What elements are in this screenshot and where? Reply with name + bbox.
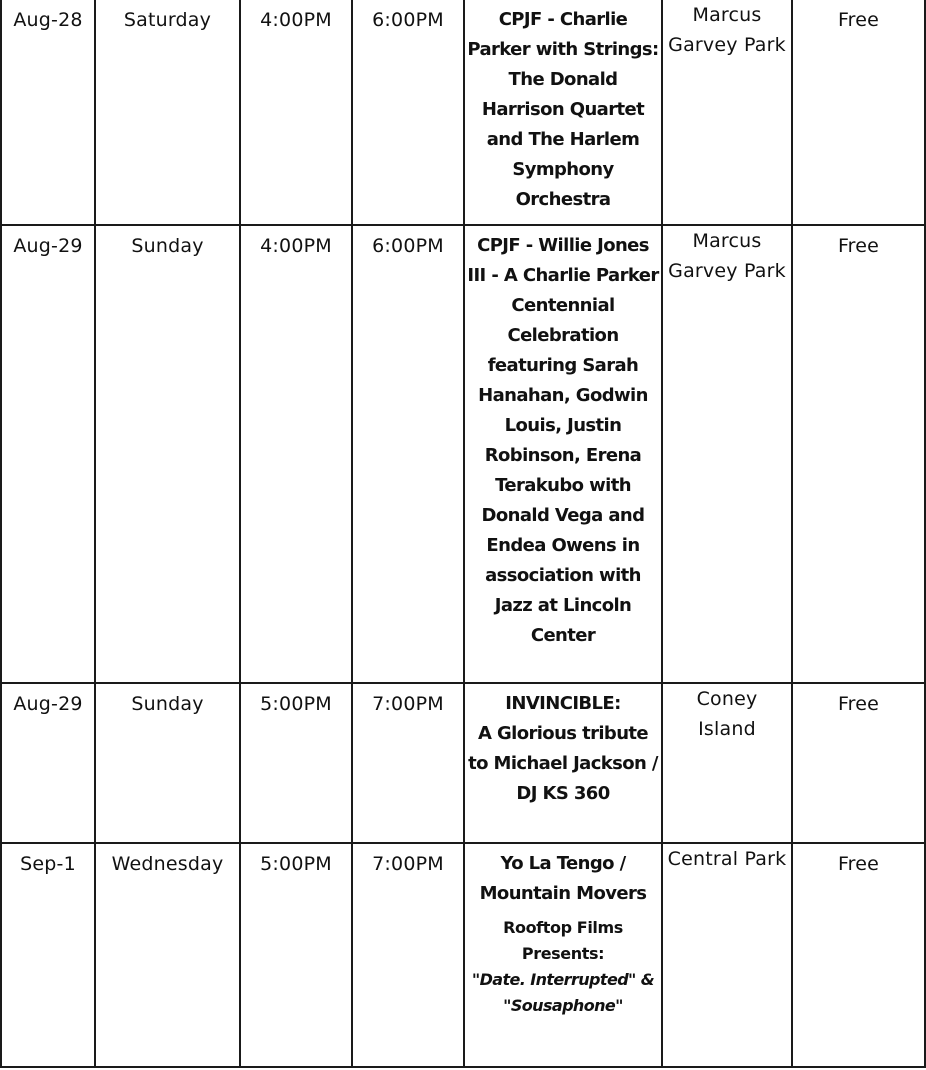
date-cell xyxy=(1,843,95,1067)
date-cell xyxy=(1,683,95,843)
date-cell xyxy=(1,0,95,225)
price-text: Free xyxy=(837,235,880,257)
table-row xyxy=(1,0,925,225)
price-cell xyxy=(792,0,925,225)
price-cell xyxy=(792,683,925,843)
day-cell xyxy=(95,0,240,225)
venue-cell xyxy=(662,225,792,683)
price-text: Free xyxy=(837,9,880,31)
venue-cell xyxy=(662,683,792,843)
venue-text: Marcus Garvey Park xyxy=(668,4,786,56)
end-time-cell xyxy=(352,683,464,843)
end-time-text: 7:00PM xyxy=(372,853,444,875)
venue-text: Central Park xyxy=(667,848,787,870)
date-text: Aug-28 xyxy=(13,9,83,31)
event-films: "Date. Interrupted" & "Sousaphone" xyxy=(471,970,655,1015)
day-text: Saturday xyxy=(123,9,212,31)
day-text: Wednesday xyxy=(111,853,224,875)
end-time-text: 7:00PM xyxy=(372,693,444,715)
event-cell xyxy=(464,225,662,683)
event-title: CPJF - Willie Jones III - A Charlie Parker Centennial Celebration featuring Sarah Hanahan, Godwin Louis, Justin Robinson, Erena Terakubo with Donald Vega and Endea Owens in association with Jazz at Lincoln Center xyxy=(467,235,659,646)
table-row xyxy=(1,683,925,843)
day-cell xyxy=(95,843,240,1067)
date-cell xyxy=(1,225,95,683)
price-text: Free xyxy=(837,853,880,875)
start-time-text: 4:00PM xyxy=(260,9,332,31)
end-time-cell xyxy=(352,843,464,1067)
venue-cell xyxy=(662,0,792,225)
event-title-line1: INVINCIBLE: xyxy=(505,693,621,714)
event-cell xyxy=(464,843,662,1067)
venue-text: Marcus Garvey Park xyxy=(668,230,786,282)
date-text: Aug-29 xyxy=(13,235,83,257)
end-time-cell xyxy=(352,225,464,683)
event-cell xyxy=(464,683,662,843)
end-time-cell xyxy=(352,0,464,225)
start-time-text: 5:00PM xyxy=(260,853,332,875)
start-time-text: 5:00PM xyxy=(260,693,332,715)
event-subtitle: Rooftop Films Presents: xyxy=(503,918,623,963)
event-cell xyxy=(464,0,662,225)
venue-cell xyxy=(662,843,792,1067)
start-time-cell xyxy=(240,0,352,225)
price-text: Free xyxy=(837,693,880,715)
price-cell xyxy=(792,843,925,1067)
date-text: Sep-1 xyxy=(20,853,76,875)
day-text: Sunday xyxy=(131,693,204,715)
event-title-line2: A Glorious tribute to Michael Jackson / DJ KS 360 xyxy=(468,723,658,804)
start-time-cell xyxy=(240,843,352,1067)
day-text: Sunday xyxy=(131,235,204,257)
event-title: Yo La Tengo / Mountain Movers xyxy=(479,853,647,904)
start-time-text: 4:00PM xyxy=(260,235,332,257)
day-cell xyxy=(95,225,240,683)
end-time-text: 6:00PM xyxy=(372,235,444,257)
start-time-cell xyxy=(240,225,352,683)
end-time-text: 6:00PM xyxy=(372,9,444,31)
day-cell xyxy=(95,683,240,843)
start-time-cell xyxy=(240,683,352,843)
venue-text: Coney Island xyxy=(696,688,758,740)
table-row xyxy=(1,225,925,683)
event-title: CPJF - Charlie Parker with Strings: The Donald Harrison Quartet and The Harlem Symphony Orchestra xyxy=(467,9,659,210)
date-text: Aug-29 xyxy=(13,693,83,715)
table-row xyxy=(1,843,925,1067)
price-cell xyxy=(792,225,925,683)
